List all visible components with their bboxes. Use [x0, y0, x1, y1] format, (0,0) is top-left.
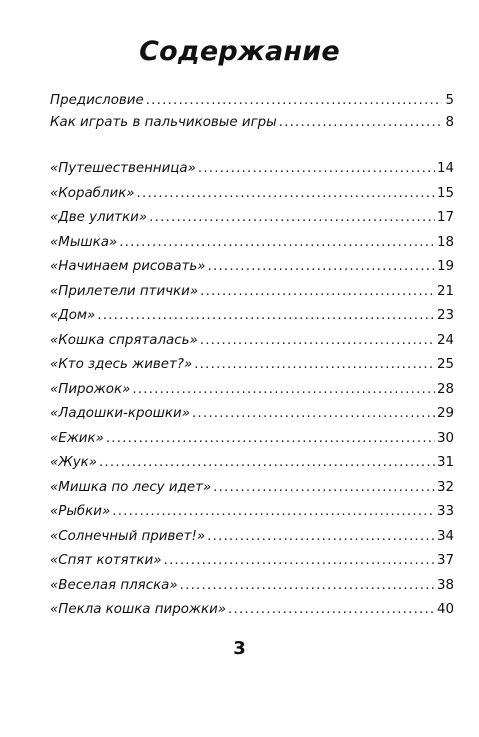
- dot-leader: [180, 574, 435, 599]
- toc-entry-title: «Мишка по лесу идет»: [50, 479, 212, 495]
- dot-leader: [112, 500, 435, 525]
- toc-entry-page: 14: [436, 161, 454, 176]
- dot-leader: [213, 476, 435, 501]
- toc-entry-page: 25: [436, 357, 454, 372]
- toc-entry-title: «Веселая пляска»: [50, 577, 178, 593]
- toc-games-section: [50, 157, 454, 623]
- dot-leader: [132, 378, 435, 403]
- toc-entry-page: 29: [436, 406, 454, 421]
- dot-leader: [228, 598, 435, 623]
- toc-entry-title: «Кошка спряталась»: [50, 332, 198, 348]
- dot-leader: [198, 157, 435, 182]
- toc-entry: [50, 280, 454, 305]
- toc-entry: [50, 182, 454, 207]
- toc-entry: [50, 451, 454, 476]
- toc-entry: [50, 378, 454, 403]
- toc-entry: [50, 402, 454, 427]
- toc-entry-title: «Спят котятки»: [50, 553, 162, 568]
- toc-intro-section: [50, 90, 454, 134]
- toc-entry-title: «Начинаем рисовать»: [50, 259, 206, 274]
- dot-leader: [99, 451, 435, 476]
- toc-entry-page: 24: [436, 332, 454, 348]
- toc-entry-title: «Кто здесь живет?»: [50, 357, 193, 372]
- toc-entry-title: «Кораблик»: [50, 185, 135, 201]
- dot-leader: [146, 90, 442, 112]
- toc-entry: [50, 206, 454, 231]
- toc-entry: [50, 353, 454, 378]
- dot-leader: [194, 353, 435, 378]
- dot-leader: [208, 255, 435, 280]
- toc-entry-page: 38: [436, 577, 454, 593]
- toc-entry-title: «Пирожок»: [50, 381, 131, 397]
- toc-entry-page: 30: [436, 430, 454, 446]
- toc-entry-title: «Прилетели птички»: [50, 283, 199, 299]
- toc-entry: [50, 329, 454, 354]
- toc-entry-page: 5: [445, 93, 454, 108]
- toc-entry-page: 37: [436, 553, 454, 568]
- dot-leader: [200, 280, 435, 305]
- toc-entry-page: 15: [436, 185, 454, 201]
- toc-entry: [50, 112, 454, 134]
- toc-entry-page: 32: [436, 479, 454, 495]
- toc-entry-page: 18: [436, 234, 454, 250]
- toc-entry-title: «Пекла кошка пирожки»: [50, 602, 227, 617]
- toc-entry-title: «Жук»: [50, 455, 97, 470]
- toc-entry-title: «Путешественница»: [50, 161, 196, 176]
- dot-leader: [200, 329, 435, 354]
- toc-entry-page: 19: [436, 259, 454, 274]
- toc-entry: [50, 574, 454, 599]
- toc-entry: [50, 549, 454, 574]
- toc-entry-title: «Ежик»: [50, 430, 104, 446]
- toc-entry-title: «Солнечный привет!»: [50, 528, 206, 544]
- toc-entry-page: 8: [445, 115, 454, 130]
- toc-entry-title: «Дом»: [50, 308, 96, 323]
- toc-entry: [50, 90, 454, 112]
- dot-leader: [97, 304, 435, 329]
- toc-entry: [50, 157, 454, 182]
- toc-entry-title: «Мышка»: [50, 234, 118, 250]
- toc-entry: [50, 427, 454, 452]
- toc-entry: [50, 525, 454, 550]
- dot-leader: [279, 112, 442, 134]
- dot-leader: [119, 231, 435, 256]
- dot-leader: [163, 549, 434, 574]
- toc-entry-page: 33: [436, 504, 454, 519]
- page-number: 3: [233, 638, 246, 659]
- toc-entry: [50, 476, 454, 501]
- dot-leader: [149, 206, 435, 231]
- toc-entry-page: 31: [436, 455, 454, 470]
- toc-entry: [50, 255, 454, 280]
- dot-leader: [137, 182, 435, 207]
- toc-entry: [50, 598, 454, 623]
- dot-leader: [207, 525, 435, 550]
- toc-entry: [50, 231, 454, 256]
- toc-entry-title: «Две улитки»: [50, 210, 148, 225]
- toc-entry-title: «Рыбки»: [50, 504, 111, 519]
- dot-leader: [106, 427, 435, 452]
- toc-entry-title: Как играть в пальчиковые игры: [50, 115, 277, 130]
- toc-entry-page: 17: [436, 210, 454, 225]
- toc-entry-page: 21: [436, 283, 454, 299]
- toc-entry-page: 28: [436, 381, 454, 397]
- toc-entry-page: 40: [436, 602, 454, 617]
- page-title: Содержание: [139, 36, 340, 67]
- toc-entry-page: 34: [436, 528, 454, 544]
- toc-entry: [50, 500, 454, 525]
- toc-entry-title: «Ладошки-крошки»: [50, 406, 190, 421]
- dot-leader: [192, 402, 435, 427]
- toc-entry-title: Предисловие: [50, 93, 144, 108]
- toc-entry: [50, 304, 454, 329]
- toc-entry-page: 23: [436, 308, 454, 323]
